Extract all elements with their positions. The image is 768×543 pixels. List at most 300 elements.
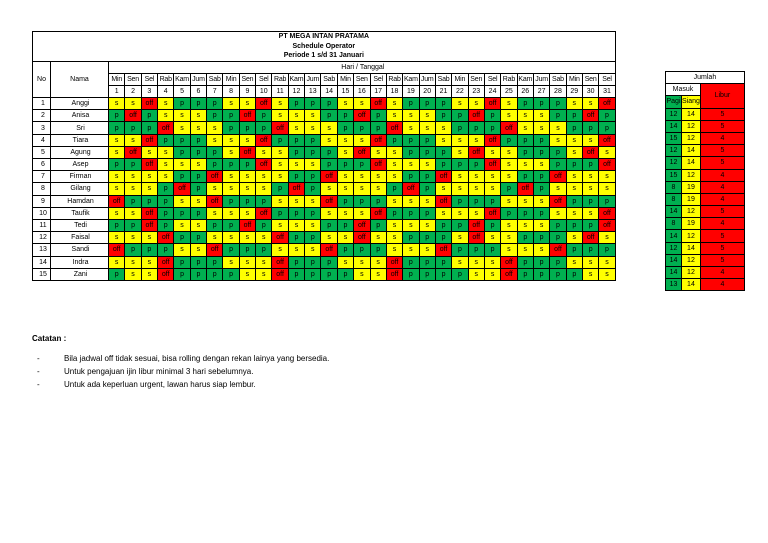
day-header: Kam (288, 73, 304, 85)
shift-cell-p: p (207, 110, 223, 122)
shift-cell-s: s (321, 232, 337, 244)
shift-cell-s: s (566, 207, 582, 219)
shift-cell-s: s (109, 171, 125, 183)
operator-name: Taufik (51, 207, 109, 219)
date-header: 4 (158, 85, 174, 97)
shift-cell-off: off (354, 146, 370, 158)
summary-row (666, 267, 745, 279)
summary-row (666, 206, 745, 218)
shift-cell-off: off (599, 134, 615, 146)
shift-cell-s: s (272, 195, 288, 207)
shift-cell-off: off (386, 122, 402, 134)
row-number: 6 (33, 159, 51, 171)
shift-cell-s: s (239, 98, 255, 110)
libur-count: 4 (700, 267, 744, 279)
shift-cell-p: p (305, 232, 321, 244)
shift-cell-p: p (419, 146, 435, 158)
day-header: Sen (354, 73, 370, 85)
shift-cell-s: s (582, 183, 598, 195)
shift-cell-off: off (599, 207, 615, 219)
date-header: 7 (207, 85, 223, 97)
pagi-count: 8 (666, 218, 682, 230)
shift-cell-s: s (354, 171, 370, 183)
schedule-title: Schedule Operator (33, 42, 616, 52)
shift-cell-off: off (582, 146, 598, 158)
shift-cell-s: s (550, 183, 566, 195)
day-header: Jum (419, 73, 435, 85)
shift-cell-s: s (239, 134, 255, 146)
hari-tanggal-header: Hari / Tanggal (109, 61, 616, 73)
pagi-count: 13 (666, 279, 682, 291)
shift-cell-p: p (321, 256, 337, 268)
shift-cell-p: p (223, 268, 239, 280)
shift-cell-s: s (223, 183, 239, 195)
date-header: 6 (190, 85, 206, 97)
schedule-table (32, 31, 616, 281)
date-header: 10 (256, 85, 272, 97)
shift-cell-p: p (452, 110, 468, 122)
shift-cell-s: s (256, 256, 272, 268)
shift-cell-s: s (386, 232, 402, 244)
shift-cell-s: s (109, 183, 125, 195)
siang-count: 19 (682, 218, 701, 230)
day-header: Sel (484, 73, 500, 85)
shift-cell-p: p (207, 256, 223, 268)
row-number: 11 (33, 219, 51, 231)
shift-cell-p: p (484, 195, 500, 207)
shift-cell-p: p (158, 219, 174, 231)
shift-cell-s: s (125, 134, 141, 146)
shift-cell-off: off (174, 183, 190, 195)
shift-cell-p: p (305, 256, 321, 268)
shift-cell-s: s (337, 98, 353, 110)
shift-cell-s: s (223, 207, 239, 219)
shift-cell-s: s (239, 256, 255, 268)
shift-cell-off: off (550, 171, 566, 183)
shift-cell-p: p (533, 207, 549, 219)
shift-cell-s: s (566, 232, 582, 244)
shift-cell-p: p (321, 146, 337, 158)
shift-cell-s: s (484, 171, 500, 183)
shift-cell-s: s (256, 146, 272, 158)
shift-cell-off: off (501, 256, 517, 268)
shift-cell-off: off (272, 256, 288, 268)
shift-cell-p: p (158, 207, 174, 219)
shift-cell-p: p (452, 122, 468, 134)
shift-cell-s: s (484, 232, 500, 244)
shift-cell-p: p (435, 232, 451, 244)
libur-count: 4 (700, 132, 744, 144)
shift-cell-p: p (288, 256, 304, 268)
shift-cell-off: off (501, 268, 517, 280)
shift-cell-p: p (256, 110, 272, 122)
shift-cell-s: s (272, 219, 288, 231)
siang-count: 12 (682, 169, 701, 181)
title-row (33, 32, 616, 42)
operator-name: Sri (51, 122, 109, 134)
shift-cell-p: p (207, 98, 223, 110)
shift-cell-off: off (550, 244, 566, 256)
shift-cell-p: p (566, 268, 582, 280)
shift-cell-p: p (599, 110, 615, 122)
shift-cell-p: p (501, 134, 517, 146)
shift-cell-p: p (337, 159, 353, 171)
shift-cell-p: p (272, 207, 288, 219)
note-item (32, 352, 329, 365)
pagi-count: 14 (666, 230, 682, 242)
shift-cell-p: p (256, 244, 272, 256)
table-row (33, 219, 616, 231)
shift-cell-p: p (599, 122, 615, 134)
shift-cell-p: p (370, 122, 386, 134)
shift-cell-s: s (501, 98, 517, 110)
shift-cell-s: s (272, 244, 288, 256)
shift-cell-p: p (533, 232, 549, 244)
shift-cell-p: p (566, 244, 582, 256)
libur-count: 5 (700, 206, 744, 218)
shift-cell-p: p (582, 219, 598, 231)
shift-cell-s: s (207, 134, 223, 146)
day-header: Sen (582, 73, 598, 85)
notes-section (32, 332, 329, 391)
date-header: 2 (125, 85, 141, 97)
shift-cell-off: off (468, 146, 484, 158)
shift-cell-p: p (207, 219, 223, 231)
date-header: 27 (533, 85, 549, 97)
shift-cell-s: s (272, 98, 288, 110)
shift-cell-off: off (370, 159, 386, 171)
shift-cell-off: off (256, 134, 272, 146)
shift-cell-s: s (158, 98, 174, 110)
shift-cell-s: s (190, 219, 206, 231)
shift-cell-s: s (125, 98, 141, 110)
shift-cell-s: s (207, 183, 223, 195)
shift-cell-off: off (239, 110, 255, 122)
shift-cell-p: p (419, 134, 435, 146)
masuk-header: Masuk (666, 84, 701, 96)
shift-cell-s: s (305, 122, 321, 134)
shift-cell-p: p (550, 159, 566, 171)
summary-row (666, 242, 745, 254)
shift-cell-off: off (256, 98, 272, 110)
shift-cell-p: p (337, 244, 353, 256)
shift-cell-off: off (158, 232, 174, 244)
shift-cell-s: s (239, 232, 255, 244)
shift-cell-s: s (452, 146, 468, 158)
shift-cell-p: p (305, 171, 321, 183)
date-header: 31 (599, 85, 615, 97)
summary-row (666, 169, 745, 181)
shift-cell-off: off (321, 171, 337, 183)
shift-cell-off: off (158, 122, 174, 134)
day-header: Sen (125, 73, 141, 85)
no-header: No (33, 61, 51, 98)
shift-cell-p: p (533, 183, 549, 195)
shift-cell-off: off (599, 219, 615, 231)
shift-cell-p: p (239, 195, 255, 207)
shift-cell-p: p (174, 134, 190, 146)
shift-cell-p: p (305, 146, 321, 158)
shift-cell-p: p (321, 268, 337, 280)
summary-row (666, 254, 745, 266)
row-number: 3 (33, 122, 51, 134)
shift-cell-p: p (223, 244, 239, 256)
shift-cell-p: p (256, 195, 272, 207)
shift-cell-p: p (566, 219, 582, 231)
shift-cell-off: off (484, 134, 500, 146)
pagi-count: 8 (666, 181, 682, 193)
shift-cell-p: p (190, 171, 206, 183)
shift-cell-s: s (158, 110, 174, 122)
date-header: 24 (484, 85, 500, 97)
shift-cell-s: s (239, 183, 255, 195)
shift-cell-s: s (190, 244, 206, 256)
date-header: 1 (109, 85, 125, 97)
libur-count: 5 (700, 157, 744, 169)
day-header: Sen (239, 73, 255, 85)
note-text: Untuk pengajuan ijin libur minimal 3 hari sebelumnya. (64, 367, 254, 376)
shift-cell-p: p (533, 134, 549, 146)
shift-cell-off: off (370, 134, 386, 146)
row-number: 7 (33, 171, 51, 183)
shift-cell-p: p (452, 219, 468, 231)
operator-name: Gilang (51, 183, 109, 195)
title-row (33, 51, 616, 61)
libur-count: 5 (700, 242, 744, 254)
shift-cell-p: p (386, 207, 402, 219)
row-number: 5 (33, 146, 51, 158)
shift-cell-p: p (582, 195, 598, 207)
shift-cell-s: s (452, 207, 468, 219)
shift-cell-s: s (550, 134, 566, 146)
shift-cell-s: s (517, 244, 533, 256)
shift-cell-s: s (533, 219, 549, 231)
shift-cell-s: s (419, 110, 435, 122)
operator-name: Sandi (51, 244, 109, 256)
shift-cell-p: p (207, 159, 223, 171)
shift-cell-s: s (419, 219, 435, 231)
shift-cell-s: s (566, 134, 582, 146)
siang-header: Siang (682, 96, 701, 108)
shift-cell-p: p (223, 122, 239, 134)
shift-cell-off: off (109, 244, 125, 256)
shift-cell-p: p (599, 244, 615, 256)
shift-cell-p: p (272, 183, 288, 195)
table-row (33, 244, 616, 256)
shift-cell-s: s (223, 146, 239, 158)
shift-cell-s: s (141, 256, 157, 268)
shift-cell-s: s (223, 134, 239, 146)
shift-cell-p: p (517, 171, 533, 183)
shift-cell-p: p (484, 219, 500, 231)
shift-cell-s: s (386, 98, 402, 110)
shift-cell-s: s (468, 256, 484, 268)
shift-cell-s: s (550, 122, 566, 134)
pagi-count: 12 (666, 157, 682, 169)
pagi-count: 12 (666, 145, 682, 157)
shift-cell-p: p (337, 110, 353, 122)
shift-cell-off: off (484, 98, 500, 110)
shift-cell-s: s (190, 195, 206, 207)
pagi-count: 14 (666, 267, 682, 279)
shift-cell-s: s (533, 159, 549, 171)
shift-cell-p: p (403, 256, 419, 268)
shift-cell-s: s (599, 268, 615, 280)
shift-cell-s: s (288, 159, 304, 171)
shift-cell-p: p (109, 110, 125, 122)
shift-cell-s: s (566, 183, 582, 195)
shift-cell-s: s (305, 195, 321, 207)
table-row (33, 110, 616, 122)
shift-cell-s: s (403, 110, 419, 122)
shift-cell-s: s (337, 146, 353, 158)
shift-cell-off: off (386, 256, 402, 268)
shift-cell-s: s (321, 122, 337, 134)
shift-cell-off: off (484, 207, 500, 219)
shift-cell-s: s (419, 122, 435, 134)
shift-cell-s: s (239, 268, 255, 280)
shift-cell-off: off (272, 268, 288, 280)
table-row (33, 232, 616, 244)
shift-cell-off: off (141, 219, 157, 231)
shift-cell-off: off (256, 207, 272, 219)
shift-cell-s: s (484, 256, 500, 268)
shift-cell-p: p (141, 195, 157, 207)
shift-cell-s: s (419, 159, 435, 171)
shift-cell-s: s (354, 98, 370, 110)
shift-cell-off: off (207, 171, 223, 183)
shift-cell-s: s (354, 256, 370, 268)
shift-cell-s: s (386, 195, 402, 207)
shift-cell-off: off (354, 232, 370, 244)
shift-cell-p: p (533, 98, 549, 110)
shift-cell-s: s (435, 207, 451, 219)
shift-cell-s: s (305, 110, 321, 122)
shift-cell-s: s (354, 183, 370, 195)
summary-title-row (666, 72, 745, 84)
row-number: 15 (33, 268, 51, 280)
libur-count: 5 (700, 254, 744, 266)
siang-count: 14 (682, 157, 701, 169)
shift-cell-p: p (403, 268, 419, 280)
operator-name: Zani (51, 268, 109, 280)
nama-header: Nama (51, 61, 109, 98)
shift-cell-s: s (109, 134, 125, 146)
shift-cell-p: p (419, 171, 435, 183)
shift-cell-p: p (305, 183, 321, 195)
row-number: 8 (33, 183, 51, 195)
shift-cell-s: s (533, 110, 549, 122)
shift-cell-p: p (321, 110, 337, 122)
shift-cell-p: p (468, 159, 484, 171)
shift-cell-p: p (533, 171, 549, 183)
shift-cell-s: s (158, 159, 174, 171)
shift-cell-p: p (599, 195, 615, 207)
operator-name: Tiara (51, 134, 109, 146)
day-header: Rab (158, 73, 174, 85)
shift-cell-off: off (370, 98, 386, 110)
pagi-count: 14 (666, 206, 682, 218)
shift-cell-p: p (517, 146, 533, 158)
shift-cell-s: s (386, 171, 402, 183)
date-header: 3 (141, 85, 157, 97)
shift-cell-p: p (288, 171, 304, 183)
shift-cell-s: s (190, 159, 206, 171)
shift-cell-s: s (599, 146, 615, 158)
shift-cell-s: s (223, 256, 239, 268)
shift-cell-s: s (125, 183, 141, 195)
company-name: PT MEGA INTAN PRATAMA (33, 32, 616, 42)
shift-cell-p: p (354, 244, 370, 256)
shift-cell-p: p (158, 244, 174, 256)
shift-cell-s: s (370, 268, 386, 280)
shift-cell-p: p (419, 268, 435, 280)
shift-cell-s: s (484, 268, 500, 280)
shift-cell-s: s (419, 244, 435, 256)
date-header: 26 (517, 85, 533, 97)
shift-cell-off: off (256, 159, 272, 171)
shift-cell-p: p (174, 232, 190, 244)
pagi-count: 12 (666, 242, 682, 254)
day-header: Sel (370, 73, 386, 85)
shift-cell-p: p (305, 207, 321, 219)
shift-cell-p: p (337, 219, 353, 231)
shift-cell-p: p (272, 134, 288, 146)
row-number: 4 (33, 134, 51, 146)
shift-cell-p: p (419, 232, 435, 244)
shift-cell-s: s (517, 122, 533, 134)
shift-cell-p: p (386, 183, 402, 195)
shift-cell-s: s (321, 207, 337, 219)
shift-cell-s: s (452, 98, 468, 110)
siang-count: 12 (682, 132, 701, 144)
shift-cell-s: s (517, 110, 533, 122)
shift-cell-s: s (452, 183, 468, 195)
shift-cell-s: s (256, 171, 272, 183)
summary-row (666, 181, 745, 193)
shift-cell-p: p (533, 256, 549, 268)
shift-cell-s: s (403, 122, 419, 134)
shift-cell-off: off (141, 134, 157, 146)
shift-cell-off: off (158, 268, 174, 280)
pagi-count: 14 (666, 254, 682, 266)
shift-cell-s: s (141, 146, 157, 158)
shift-cell-p: p (386, 134, 402, 146)
shift-cell-p: p (566, 195, 582, 207)
note-text: Bila jadwal off tidak sesuai, bisa rolling dengan rekan lainya yang bersedia. (64, 354, 330, 363)
siang-count: 12 (682, 254, 701, 266)
shift-cell-s: s (288, 195, 304, 207)
shift-cell-p: p (517, 232, 533, 244)
shift-cell-p: p (141, 110, 157, 122)
shift-cell-s: s (109, 207, 125, 219)
shift-cell-s: s (125, 207, 141, 219)
date-header: 18 (386, 85, 402, 97)
shift-cell-s: s (386, 219, 402, 231)
shift-cell-off: off (125, 110, 141, 122)
shift-cell-p: p (321, 98, 337, 110)
summary-table (665, 71, 745, 291)
libur-header: Libur (700, 84, 744, 108)
shift-cell-s: s (370, 171, 386, 183)
shift-cell-p: p (354, 195, 370, 207)
shift-cell-off: off (468, 219, 484, 231)
shift-cell-p: p (190, 98, 206, 110)
shift-cell-p: p (125, 122, 141, 134)
shift-cell-off: off (272, 122, 288, 134)
shift-cell-s: s (517, 159, 533, 171)
day-header: Kam (517, 73, 533, 85)
